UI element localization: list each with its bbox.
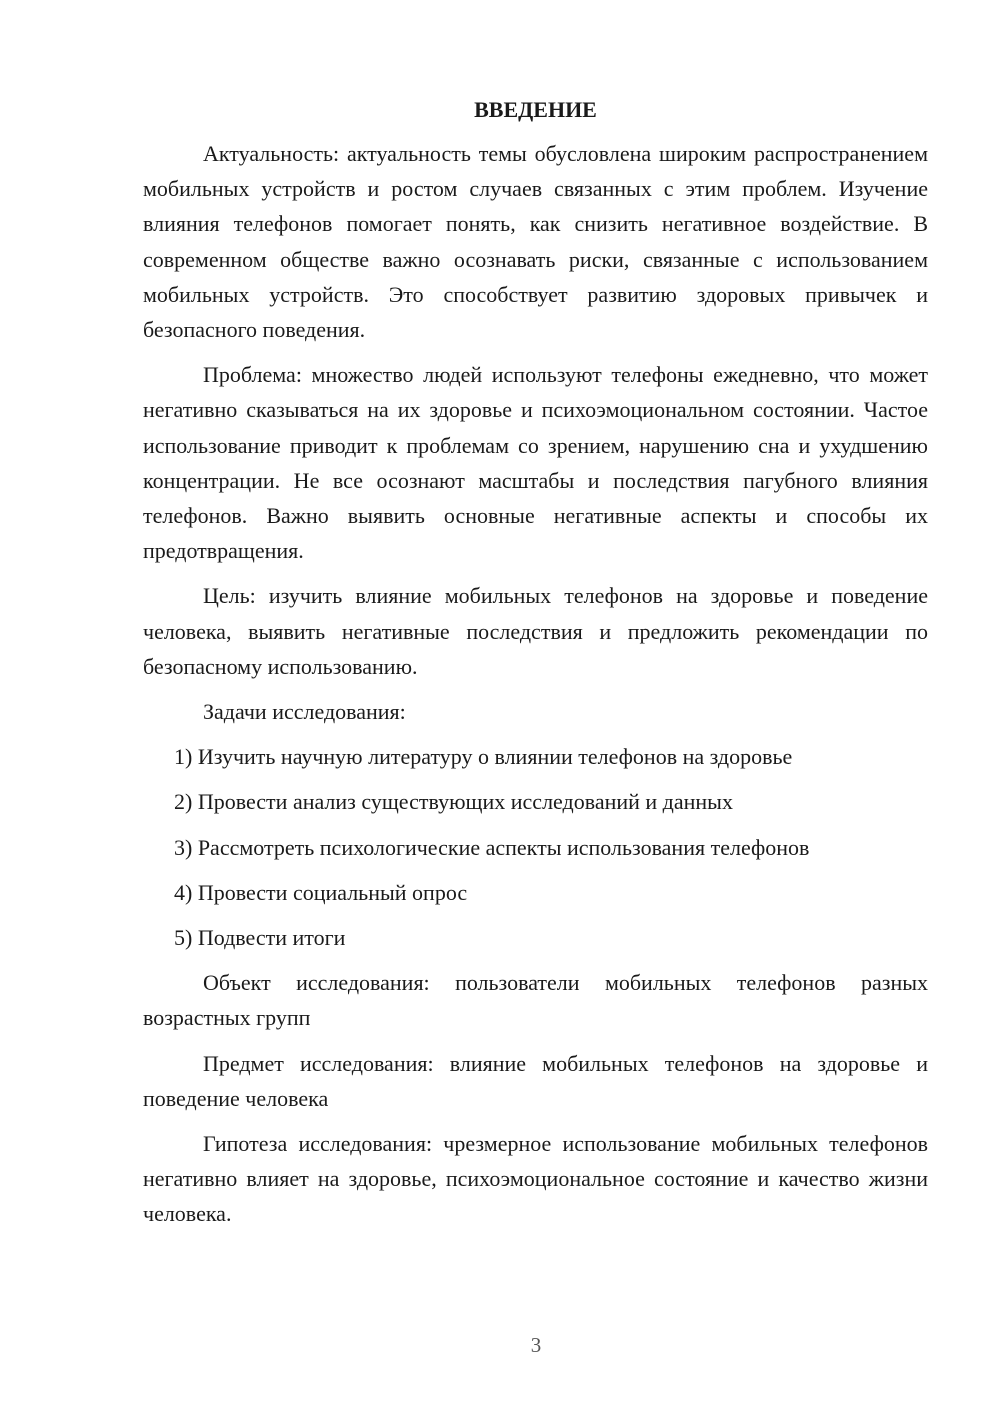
task-item-3: 3) Рассмотреть психологические аспекты использования телефонов (174, 834, 810, 860)
goal-paragraph: Цель: изучить влияние мобильных телефонов на здоровье и поведение человека, выявить негативные последствия и предложить рекомендации по безопасному использованию. (143, 583, 928, 679)
object-paragraph: Объект исследования: пользователи мобильных телефонов разных возрастных групп (143, 970, 928, 1031)
task-item-4: 4) Провести социальный опрос (174, 879, 468, 905)
task-item-1: 1) Изучить научную литературу о влиянии телефонов на здоровье (174, 744, 793, 770)
tasks-list (143, 739, 928, 955)
subject-paragraph: Предмет исследования: влияние мобильных телефонов на здоровье и поведение человека (143, 1050, 928, 1111)
page-title: ВВЕДЕНИЕ (474, 97, 597, 122)
problem-paragraph: Проблема: множество людей используют телефоны ежедневно, что может негативно сказываться на их здоровье и психоэмоциональном состоянии. Частое использование приводит к проблемам со зрением, нарушению сна и ухудшению концентрации. Не все осознают масштабы и последствия пагубного влияния телефонов. Важно выявить основные негативные аспекты и способы их предотвращения. (143, 362, 928, 564)
task-item-5: 5) Подвести итоги (174, 925, 346, 951)
page-number: 3 (530, 1333, 542, 1357)
document-page (143, 92, 928, 1242)
hypothesis-paragraph: Гипотеза исследования: чрезмерное использование мобильных телефонов негативно влияет на здоровье, психоэмоциональное состояние и качество жизни человека. (143, 1131, 928, 1227)
relevance-paragraph: Актуальность: актуальность темы обусловлена широким распространением мобильных устройств и ростом случаев связанных с этим проблем. Изучение влияния телефонов помогает понять, как снизить негативное воздействие. В современном обществе важно осознавать риски, связанные с использованием мобильных устройств. Это способствует развитию здоровых привычек и безопасного поведения. (143, 141, 928, 343)
tasks-heading: Задачи исследования: (203, 699, 406, 725)
task-item-2: 2) Провести анализ существующих исследований и данных (174, 789, 733, 815)
